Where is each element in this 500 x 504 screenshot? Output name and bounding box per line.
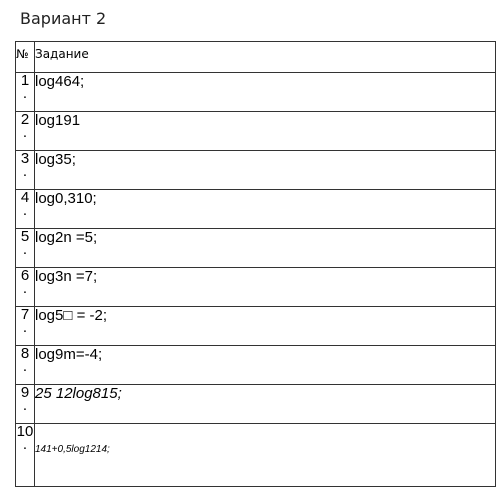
row-number: 10 . (16, 424, 35, 487)
table-row (16, 112, 496, 151)
row-number: 2 . (16, 112, 35, 151)
column-header-number: № (16, 42, 35, 73)
row-number: 5 . (16, 229, 35, 268)
table-row (16, 307, 496, 346)
row-task: log0,310; (35, 190, 496, 229)
row-number: 4 . (16, 190, 35, 229)
row-number: 3 . (16, 151, 35, 190)
row-number: 9 . (16, 385, 35, 424)
table-header-row (16, 42, 496, 73)
row-number: 1 . (16, 73, 35, 112)
table-row (16, 229, 496, 268)
table-row (16, 190, 496, 229)
row-number: 8 . (16, 346, 35, 385)
row-task: log191 (35, 112, 496, 151)
row-number: 6 . (16, 268, 35, 307)
row-number: 7 . (16, 307, 35, 346)
row-task: 25 12log815; (35, 385, 496, 424)
row-task: log464; (35, 73, 496, 112)
table-row (16, 424, 496, 487)
table-row (16, 385, 496, 424)
row-task: log35; (35, 151, 496, 190)
page-title: Вариант 2 (20, 9, 107, 28)
row-task: log2n =5; (35, 229, 496, 268)
row-task: log9m=-4; (35, 346, 496, 385)
table-row (16, 346, 496, 385)
table-row (16, 73, 496, 112)
table-row (16, 151, 496, 190)
table-row (16, 268, 496, 307)
tasks-table (15, 41, 496, 487)
row-task: log3n =7; (35, 268, 496, 307)
row-task: log5□ = -2; (35, 307, 496, 346)
column-header-task: Задание (35, 42, 496, 73)
row-task: 141+0,5log1214; (35, 424, 496, 487)
